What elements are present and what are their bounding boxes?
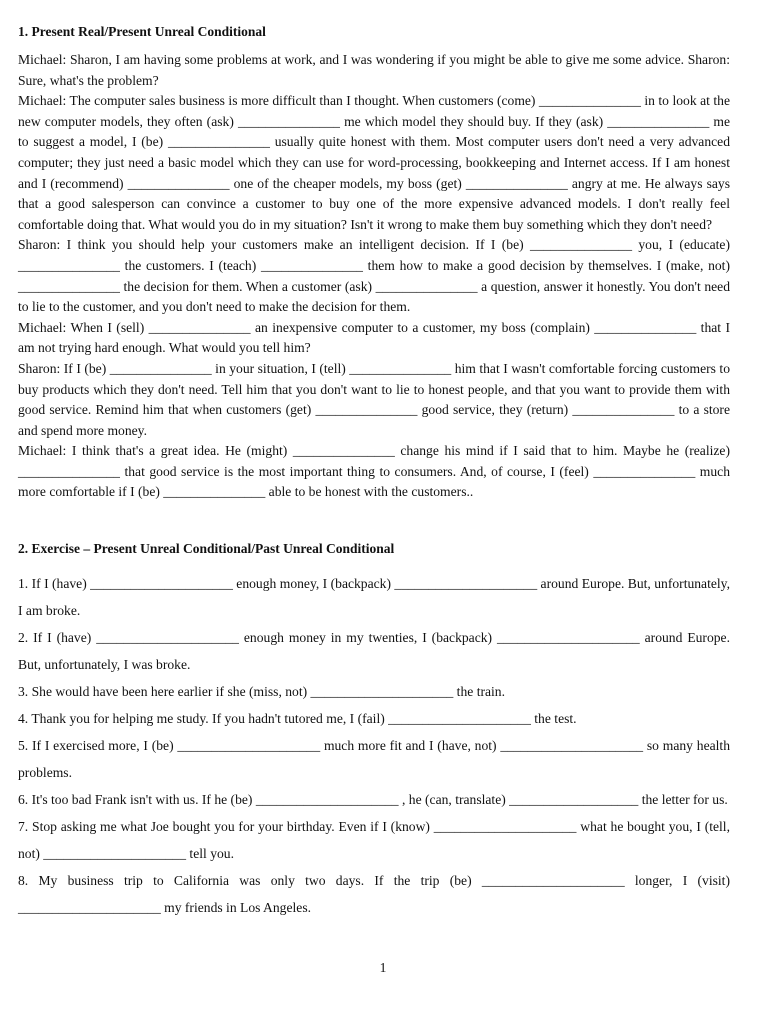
exercise-item-2: 2. If I (have) _____________________ enough money in my twenties, I (backpack) _____________________ around Europe. But, unfortunately, I was broke. — [18, 630, 730, 672]
exercise-item-1: 1. If I (have) _____________________ enough money, I (backpack) _____________________ around Europe. But, unfortunately, I am broke. — [18, 576, 730, 618]
section1-title: 1. Present Real/Present Unreal Conditional — [18, 24, 266, 39]
exercise-item-8: 8. My business trip to California was only two days. If the trip (be) _____________________ longer, I (visit) _____________________ my friends in Los Angeles. — [18, 873, 730, 915]
dialogue-paragraph-4: Michael: When I (sell) _______________ an inexpensive computer to a customer, my boss (complain) _______________ that I am not trying hard enough. What would you tell him? — [18, 319, 730, 356]
page-number: 1 — [379, 960, 387, 975]
dialogue-paragraph-6: Michael: I think that's a great idea. He (might) _______________ change his mind if I said that to him. Maybe he (realize) _______________ that good service is the most important thing to consumers. And, of course, I (feel) _______________ much more comfortable if I (be) _______________ able to be honest with the customers.. — [18, 443, 730, 500]
exercise-item-3: 3. She would have been here earlier if she (miss, not) _____________________ the train. — [18, 684, 505, 699]
exercise-item-6: 6. It's too bad Frank isn't with us. If he (be) _____________________ , he (can, translate) ___________________ the letter for us. — [18, 792, 728, 807]
dialogue-paragraph-2: Michael: The computer sales business is more difficult than I thought. When customers (come) _______________ in to look at the new computer models, they often (ask) _______________ me which model they should buy. If they (ask) _______________ me to suggest a model, I (be) _______________ usually quite honest with them. Most computer users don't need a very advanced computer; they just need a basic model which they can use for word-processing, bookkeeping and Internet access. If I am honest and I (recommend) _______________ one of the cheaper models, my boss (get) _______________ angry at me. He always says that a good salesperson can convince a customer to buy one of the more expensive advanced models. I don't really feel comfortable doing that. What would you do in my situation? Isn't it wrong to make them buy something which they don't need? — [18, 93, 730, 232]
section1-dialogue — [18, 50, 730, 503]
section2-title: 2. Exercise – Present Unreal Conditional/Past Unreal Conditional — [18, 541, 395, 556]
dialogue-paragraph-1: Michael: Sharon, I am having some problems at work, and I was wondering if you might be able to give me some advice. Sharon: Sure, what's the problem? — [18, 52, 730, 88]
section2-exercises — [18, 570, 730, 921]
exercise-item-5: 5. If I exercised more, I (be) _____________________ much more fit and I (have, not) _____________________ so many health problems. — [18, 738, 730, 780]
exercise-item-7: 7. Stop asking me what Joe bought you for your birthday. Even if I (know) _____________________ what he bought you, I (tell, not) _____________________ tell you. — [18, 819, 730, 861]
dialogue-paragraph-5: Sharon: If I (be) _______________ in your situation, I (tell) _______________ him that I wasn't comfortable forcing customers to buy products which they don't need. Tell him that you don't want to lie to honest people, and that you want to provide them with good service. Remind him that when customers (get) _______________ good service, they (return) _______________ to a store and spend more money. — [18, 360, 730, 438]
dialogue-paragraph-3: Sharon: I think you should help your customers make an intelligent decision. If I (be) _______________ you, I (educate) _______________ the customers. I (teach) _______________ them how to make a good decision by themselves. I (make, not) _______________ the decision for them. When a customer (ask) _______________ a question, answer it honestly. You don't need to lie to the customer, and you don't need to make the decision for them. — [18, 237, 730, 315]
exercise-item-4: 4. Thank you for helping me study. If you hadn't tutored me, I (fail) _____________________ the test. — [18, 711, 577, 726]
